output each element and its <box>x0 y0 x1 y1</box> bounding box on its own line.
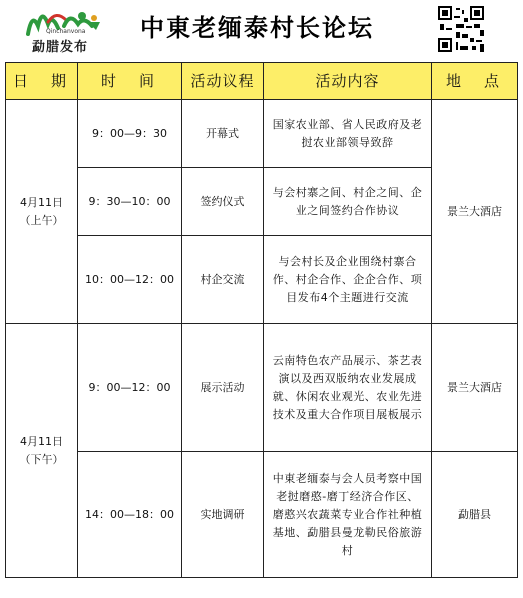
logo-small-text: Qinchanvona <box>46 28 86 35</box>
time-cell: 9：30—10：00 <box>78 168 182 236</box>
date-period: （上午） <box>19 213 64 227</box>
location-cell: 勐腊县 <box>432 452 518 578</box>
content-cell: 中東老缅泰与会人员考察中国老挝磨憨-磨丁经济合作区、磨憨兴农蔬菜专业合作社种植基地、勐腊县曼龙勒民俗旅游村 <box>264 452 432 578</box>
table-row <box>6 452 518 578</box>
time-cell: 10：00—12：00 <box>78 236 182 324</box>
column-header-content: 活动内容 <box>264 63 432 100</box>
column-header-agenda: 活动议程 <box>182 63 264 100</box>
qr-code <box>436 4 486 54</box>
agenda-cell: 村企交流 <box>182 236 264 324</box>
logo <box>8 4 118 56</box>
schedule-table <box>5 62 518 578</box>
date-text: 4月11日 <box>20 434 63 448</box>
content-cell: 云南特色农产品展示、茶艺表演以及西双版纳农业发展成就、休闲农业观光、农业先进技术及重大合作项目展板展示 <box>264 324 432 452</box>
time-cell: 14：00—18：00 <box>78 452 182 578</box>
location-cell: 景兰大酒店 <box>432 100 518 324</box>
table-row <box>6 324 518 452</box>
table-row <box>6 100 518 168</box>
content-cell: 与会村长及企业围绕村寨合作、村企合作、企企合作、项目发布4个主题进行交流 <box>264 236 432 324</box>
qr-code-icon <box>436 4 486 54</box>
content-cell: 与会村寨之间、村企之间、企业之间签约合作协议 <box>264 168 432 236</box>
date-cell-afternoon <box>6 324 78 578</box>
date-period: （下午） <box>19 452 64 466</box>
agenda-cell: 实地调研 <box>182 452 264 578</box>
logo-text: 勐腊发布 <box>32 40 89 55</box>
content-cell: 国家农业部、省人民政府及老挝农业部领导致辞 <box>264 100 432 168</box>
location-cell: 景兰大酒店 <box>432 324 518 452</box>
agenda-cell: 展示活动 <box>182 324 264 452</box>
time-cell: 9：00—9：30 <box>78 100 182 168</box>
column-header-date: 日 期 <box>6 63 78 100</box>
page-title: 中東老缅泰村长论坛 <box>140 13 374 42</box>
time-cell: 9：00—12：00 <box>78 324 182 452</box>
table-header-row <box>6 63 518 100</box>
page-header <box>0 0 523 58</box>
agenda-cell: 签约仪式 <box>182 168 264 236</box>
column-header-time: 时 间 <box>78 63 182 100</box>
agenda-cell: 开幕式 <box>182 100 264 168</box>
column-header-location: 地 点 <box>432 63 518 100</box>
date-cell-morning <box>6 100 78 324</box>
date-text: 4月11日 <box>20 195 63 209</box>
